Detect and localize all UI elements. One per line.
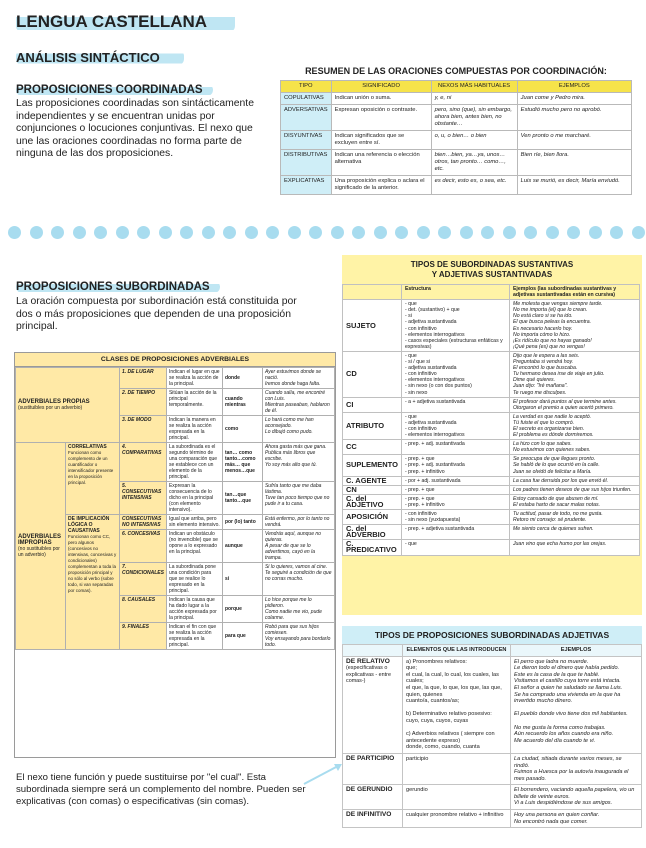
table-row <box>343 476 640 485</box>
column-header: EJEMPLOS <box>511 645 642 657</box>
structure-cell: - prep. + adjetiva sustantivada <box>401 525 509 540</box>
separator-dot <box>116 226 129 239</box>
table-cell: Juan come y Pedro mira. <box>517 93 631 105</box>
group-propias <box>16 368 120 443</box>
description-cell: Indican un obstáculo (no invencible) que se opone a lo expresado en la principal. <box>166 530 222 563</box>
example-cell: Tu actitud, pasar de todo, no me gusta. Retoro mi consejo: sé prudente. <box>509 510 639 525</box>
table-row <box>343 412 640 439</box>
page-title: LENGUA CASTELLANA <box>16 12 235 32</box>
example-cell: Juan vino que echa humo por las orejas. <box>509 540 639 555</box>
table-cell: Indican unión o suma. <box>331 93 431 105</box>
class-label: CONSECUTIVAS NO INTENSIVAS <box>120 515 167 530</box>
sustantivas-title <box>342 255 642 280</box>
type-label <box>343 810 403 828</box>
table-row <box>16 368 335 389</box>
separator-dot <box>288 226 301 239</box>
type-note: (especificativas o explicativas - entre comas-) <box>346 665 391 685</box>
adverbiales-table <box>15 367 335 650</box>
nexus-cell: tan…que tanto…que <box>222 482 262 515</box>
nexus-cell: aunque <box>222 530 262 563</box>
table-row <box>343 785 642 810</box>
subgroup-note: Funcionan como complemento de un cuantificador o intensificador presente en la proposición principal. <box>68 450 114 485</box>
separator-dot <box>417 226 430 239</box>
table-cell: o, u, o bien… o bien <box>431 131 517 150</box>
separator-dot <box>94 226 107 239</box>
example-cell: Cuando salía, me encontré con Luis. Mientras paseaban, hablaron de él. <box>262 389 334 416</box>
table-row <box>343 494 640 509</box>
elements-cell: participio <box>403 753 511 784</box>
example-cell: Está enfermo, por lo tanto no vendrá. <box>262 515 334 530</box>
function-label: CI <box>343 397 402 412</box>
function-label: APOSICIÓN <box>343 510 402 525</box>
coordinadas-heading: PROPOSICIONES COORDINADAS <box>16 84 213 96</box>
description-cell: Indican el lugar en que se realiza la acción de la principal. <box>166 368 222 389</box>
dotted-separator <box>8 226 640 240</box>
structure-cell: - prep. + que - prep. + infinitivo <box>401 494 509 509</box>
nexus-cell: tan… como tanto…como más… que menos…que <box>222 443 262 482</box>
sustantivas-title-line2: Y ADJETIVAS SUSTANTIVADAS <box>431 270 553 279</box>
row-type-label: EXPLICATIVAS <box>281 176 332 195</box>
example-cell: Hoy una persona en quien confiar. No encontró nada que comer. <box>511 810 642 828</box>
function-label: CN <box>343 485 402 494</box>
page-subtitle: ANÁLISIS SINTÁCTICO <box>16 50 184 65</box>
class-label: 5. CONSECUTIVAS INTENSIVAS <box>120 482 167 515</box>
coordinadas-text: Las proposiciones coordinadas son sintácticamente independientes y se encuentran unidas por conjunciones o locuciones conjuntivas. El nexo que une las oraciones coordinadas no forma parte de ninguna de las dos proposiciones. <box>16 98 254 160</box>
separator-dot <box>309 226 322 239</box>
table-cell: es decir, esto es, o sea, etc. <box>431 176 517 195</box>
type-name: DE RELATIVO <box>346 657 390 665</box>
type-label <box>343 753 403 784</box>
structure-cell: - a + adjetiva sustantivada <box>401 397 509 412</box>
subgroup-causativas <box>66 515 120 650</box>
separator-dot <box>180 226 193 239</box>
function-label: ATRIBUTO <box>343 412 402 439</box>
class-label: 9. FINALES <box>120 623 167 650</box>
table-row <box>16 443 335 482</box>
structure-cell: - prep. + adj. sustantivada <box>401 440 509 455</box>
example-cell: Los padres tienen deseos de que sus hijos triunfen. <box>509 485 639 494</box>
example-cell: Dijo que le espera a las seis. Preguntaba si vendrá hoy. El encontró lo que buscaba. Tu hermano desea irse de viaje en julio. Dime qué quieres. Juan dijo: "Iré mañana". Te ruego me disculpes. <box>509 351 639 397</box>
separator-dot <box>202 226 215 239</box>
group-note: (no sustituibles por un adverbio) <box>18 546 60 558</box>
empty-header <box>343 645 403 657</box>
sustantivas-panel <box>342 255 642 615</box>
table-cell: Expresan oposición o contraste. <box>331 105 431 131</box>
nexus-cell: cuando mientras <box>222 389 262 416</box>
table-row <box>343 656 642 753</box>
function-label: CD <box>343 351 402 397</box>
structure-cell: - que <box>401 540 509 555</box>
nexus-cell: si <box>222 563 262 596</box>
nexus-cell: para que <box>222 623 262 650</box>
group-label: ADVERBIALES IMPROPIAS <box>18 534 62 546</box>
description-cell: Expresan la consecuencia de lo dicho en la principal (con elemento intensivo). <box>166 482 222 515</box>
example-cell: Robó para que sus hijos comiesen. Voy ensayando para bordarlo todo. <box>262 623 334 650</box>
row-type-label: DISTRIBUTIVAS <box>281 150 332 176</box>
separator-dot <box>610 226 623 239</box>
row-type-label: DISYUNTIVAS <box>281 131 332 150</box>
function-label: C. PREDICATIVO <box>343 540 402 555</box>
separator-dot <box>352 226 365 239</box>
column-header: SIGNIFICADO <box>331 81 431 93</box>
separator-dot <box>159 226 172 239</box>
column-header: Ejemplos (las subordinadas sustantivas y adjetivas sustantivadas están en cursiva) <box>509 285 639 300</box>
subordinadas-heading: PROPOSICIONES SUBORDINADAS <box>16 281 220 293</box>
separator-dot <box>503 226 516 239</box>
table-cell: Bien ríe, bien llora. <box>517 150 631 176</box>
separator-dot <box>546 226 559 239</box>
example-cell: El perro que ladra no muerde. Le dieron todo el dinero que había pedido. Este es la casa de la que te hablé. Visitamos el castillo cuya torre está intacta. El señor a quien he saludado se llama Luis. Se ha comprado una vivienda en la que ha invertido mucho dinero. El pueblo donde vivo tiene dos mil habitantes. No me gusta la forma como trabajas. Aún recuerdo los años cuando era niño. Me acuerdo del día cuando te vi. <box>511 656 642 753</box>
example-cell: Si lo quieres, vamos al cine. Te seguiré a condición de que no corras mucho. <box>262 563 334 596</box>
description-cell: Sitúan la acción de la principal temporalmente. <box>166 389 222 416</box>
separator-dot <box>481 226 494 239</box>
column-header: ELEMENTOS QUE LAS INTRODUCEN <box>403 645 511 657</box>
class-label: 3. DE MODO <box>120 416 167 443</box>
separator-dot <box>30 226 43 239</box>
empty-header <box>343 285 402 300</box>
function-label: SUJETO <box>343 300 402 352</box>
function-label: C. AGENTE <box>343 476 402 485</box>
table-row <box>343 485 640 494</box>
table-row <box>343 351 640 397</box>
example-cell: Sufría tanto que me daba lástima. Tuve tan poco tiempo que no pude ir a tu casa. <box>262 482 334 515</box>
adjetivas-title: TIPOS DE PROPOSICIONES SUBORDINADAS ADJETIVAS <box>342 626 642 644</box>
separator-dot <box>331 226 344 239</box>
function-label: C. del ADJETIVO <box>343 494 402 509</box>
elements-cell: a) Pronombres relativos: que; el cual, la cual, lo cual, los cuales, las cuales; el que, la que, lo que, los que, las que, quien, quienes cuanto/a, cuantos/as; b) Determinativo relativo posesivo: cuyo, cuya, cuyos, cuyas c) Adverbios relativos ( siempre con antecedente expreso) donde, como, cuando, cuanta <box>403 656 511 753</box>
example-cell: Lo hará como me han aconsejado. Lo dibujó como pudo. <box>262 416 334 443</box>
separator-dot <box>374 226 387 239</box>
description-cell: Indican la manera en se realiza la acción expresada en la principal. <box>166 416 222 443</box>
table-row <box>281 93 632 105</box>
example-cell: La verdad es que nadie lo aceptó. Tú fuiste el que lo compró. El secreto es organizarse bien. El problema es dónde dormiremos. <box>509 412 639 439</box>
elements-cell: gerundio <box>403 785 511 810</box>
sustantivas-table <box>342 284 640 556</box>
description-cell: Igual que arriba, pero sin elemento intensivo. <box>166 515 222 530</box>
table-row <box>343 397 640 412</box>
example-cell: Se preocupa de que llegues pronto. Se habló de lo que ocurrió en la calle. Juan se olvidó de felicitar a María. <box>509 455 639 476</box>
separator-dot <box>266 226 279 239</box>
description-cell: La subordinada es el segundo término de una comparación que se establece con un elemento de la principal. <box>166 443 222 482</box>
column-header: EJEMPLOS <box>517 81 631 93</box>
type-name: DE PARTICIPIO <box>346 754 395 762</box>
separator-dot <box>51 226 64 239</box>
structure-cell: - que - si / que si - adjetiva sustantivada - con infinitivo - elementos interrogativos - sin nexo (o con dos puntos) - sin nexo <box>401 351 509 397</box>
group-label: ADVERBIALES PROPIAS <box>18 399 90 405</box>
example-cell: Ayer estuvimos donde se nació. Iremos donde haga falta. <box>262 368 334 389</box>
example-cell: Ahora gasta más que gana. Publica más libros que escribe. Yo soy más alto que tú. <box>262 443 334 482</box>
subgroup-label: CORRELATIVAS <box>68 444 107 450</box>
separator-dot <box>73 226 86 239</box>
separator-dot <box>395 226 408 239</box>
table-cell: Ven pronto o me marcharé. <box>517 131 631 150</box>
row-type-label: ADVERSATIVAS <box>281 105 332 131</box>
table-row <box>281 105 632 131</box>
structure-cell: - por + adj. sustantivada <box>401 476 509 485</box>
separator-dot <box>137 226 150 239</box>
class-label: 1. DE LUGAR <box>120 368 167 389</box>
table-row <box>343 540 640 555</box>
separator-dot <box>632 226 645 239</box>
class-label: 6. CONCESIVAS <box>120 530 167 563</box>
nexus-cell: como <box>222 416 262 443</box>
type-name: DE INFINITIVO <box>346 811 392 819</box>
separator-dot <box>438 226 451 239</box>
nexus-cell: porque <box>222 596 262 623</box>
nexus-cell: donde <box>222 368 262 389</box>
table-row <box>343 525 640 540</box>
separator-dot <box>589 226 602 239</box>
separator-dot <box>245 226 258 239</box>
adverbiales-panel <box>14 352 336 758</box>
table-cell: Luis se murió, es decir, María enviudó. <box>517 176 631 195</box>
example-cell: El borrendero, vaciando aquella papelera, vio un billete de veinte euros. Vi a Luis despidiéndose de sus amigos. <box>511 785 642 810</box>
table-cell: pero, sino (que), sin embargo, ahora bien, antes bien, no obstante… <box>431 105 517 131</box>
example-cell: Me siento cerca de quienes sufren. <box>509 525 639 540</box>
example-cell: Estoy cansado de que abusen de mí. El estaba harto de sacar malas notas. <box>509 494 639 509</box>
table-cell: y, e, ni <box>431 93 517 105</box>
type-label <box>343 785 403 810</box>
table-row <box>343 440 640 455</box>
adjetivas-panel <box>342 626 642 842</box>
table-cell: Indican una referencia o elección alternativa <box>331 150 431 176</box>
structure-cell: - que - adjetiva sustantivada - con infinitivo - elementos interrogativos <box>401 412 509 439</box>
table-row <box>343 810 642 828</box>
class-label: 2. DE TIEMPO <box>120 389 167 416</box>
table-row <box>281 131 632 150</box>
adjetivas-table <box>342 644 642 828</box>
example-cell: El profesor dará puntos al que termine antes. Otorgaron el premio a quien acertó primero. <box>509 397 639 412</box>
structure-cell: - que - det. (sustantivo) + que - si - adjetiva sustantivada - con infinitivo - elementos interrogativos - casos especiales (estructuras enfáticas y expresivas) <box>401 300 509 352</box>
example-cell: Vendrás aquí, aunque no quieras. A pesar de que se lo advertimos, cayó en la trampa. <box>262 530 334 563</box>
table-row <box>343 510 640 525</box>
example-cell: La ciudad, sitiada durante varios meses, se rindió. Fuimos a Huesca por la autovía inaugurada el mes pasado. <box>511 753 642 784</box>
description-cell: Indican la causa que ha dado lugar a la acción expresada por la principal. <box>166 596 222 623</box>
subgroup-label: DE IMPLICACIÓN LÓGICA O CAUSATIVAS <box>68 516 110 534</box>
table-row <box>281 176 632 195</box>
class-label: 7. CONDICIONALES <box>120 563 167 596</box>
function-label: SUPLEMENTO <box>343 455 402 476</box>
separator-dot <box>460 226 473 239</box>
structure-cell: - prep. + que <box>401 485 509 494</box>
separator-dot <box>567 226 580 239</box>
footer-text: El nexo tiene función y puede sustituirse por "el cual". Esta subordinada siempre será un complemento del nombre. Pueden ser explicativas (con comas) o especificativas (sin comas). <box>16 772 306 807</box>
description-cell: La subordinada pone una condición para que se realice lo expresado en la principal. <box>166 563 222 596</box>
example-cell: Me molesta que vengas siempre tarde. No me importa (el) que lo crean. No está claro si se ha ido. El que busca peleas la encuentra. Es necesario hacerlo hoy. No importa cómo lo hizo. ¡Es ridículo que no hayas ganado! ¡Qué pena (es) que no vengas! <box>509 300 639 352</box>
table-cell: bien…bien, ya…ya, unos…otros, tan pronto… como…, etc. <box>431 150 517 176</box>
column-header: Estructura <box>401 285 509 300</box>
class-label: 8. CAUSALES <box>120 596 167 623</box>
class-label: 4. COMPARATIVAS <box>120 443 167 482</box>
function-label: C. del ADVERBIO <box>343 525 402 540</box>
structure-cell: - con infinitivo - sin nexo (yuxtapuesta) <box>401 510 509 525</box>
column-header: TIPO <box>281 81 332 93</box>
separator-dot <box>524 226 537 239</box>
group-note: (sustituibles por un adverbio) <box>18 405 83 411</box>
subgroup-note: Funcionan como CC, pero algunos (concesivos no intensivas, concesivas y condicionales) complementan a toda la proposición principal y no sólo al verbo (sobre todo, si van separadas por comas). <box>68 534 117 593</box>
separator-dot <box>8 226 21 239</box>
type-name: DE GERUNDIO <box>346 786 393 794</box>
table-cell: Indican significados que se excluyen entre sí. <box>331 131 431 150</box>
elements-cell: cualquier pronombre relativo + infinitivo <box>403 810 511 828</box>
table-cell: Estudió mucho pero no aprobó. <box>517 105 631 131</box>
example-cell: La casa fue derruida por los que envió él. <box>509 476 639 485</box>
structure-cell: - prep. + que - prep. + adj. sustantivada - prep. + infinitivo <box>401 455 509 476</box>
description-cell: Indican el fin con que se realiza la acción expresada en la principal. <box>166 623 222 650</box>
type-label <box>343 656 403 753</box>
subordinadas-text: La oración compuesta por subordinación está constituida por dos o más proposiciones que dependen de una proposición principal. <box>16 296 297 333</box>
group-impropias <box>16 443 66 650</box>
coordination-table <box>280 80 632 195</box>
function-label: CC <box>343 440 402 455</box>
separator-dot <box>223 226 236 239</box>
column-header: NEXOS MÁS HABITUALES <box>431 81 517 93</box>
adverbiales-title: CLASES DE PROPOSICIONES ADVERBIALES <box>15 353 335 367</box>
sustantivas-title-line1: TIPOS DE SUBORDINADAS SUSTANTIVAS <box>410 260 574 269</box>
row-type-label: COPULATIVAS <box>281 93 332 105</box>
table-cell: Una proposición explica o aclara el significado de la anterior. <box>331 176 431 195</box>
table-row <box>343 753 642 784</box>
table-row <box>343 455 640 476</box>
table-row <box>281 150 632 176</box>
example-cell: La hizo con lo que sabes. No estuvimos con quienes sabes. <box>509 440 639 455</box>
nexus-cell: por (lo) tanto <box>222 515 262 530</box>
subgroup-correlativas <box>66 443 120 515</box>
coordinadas-table-title: RESUMEN DE LAS ORACIONES COMPUESTAS POR COORDINACIÓN: <box>305 66 607 76</box>
example-cell: Lo hice porque me lo pidieron. Como nadie me vio, pude colarme. <box>262 596 334 623</box>
table-row <box>343 300 640 352</box>
